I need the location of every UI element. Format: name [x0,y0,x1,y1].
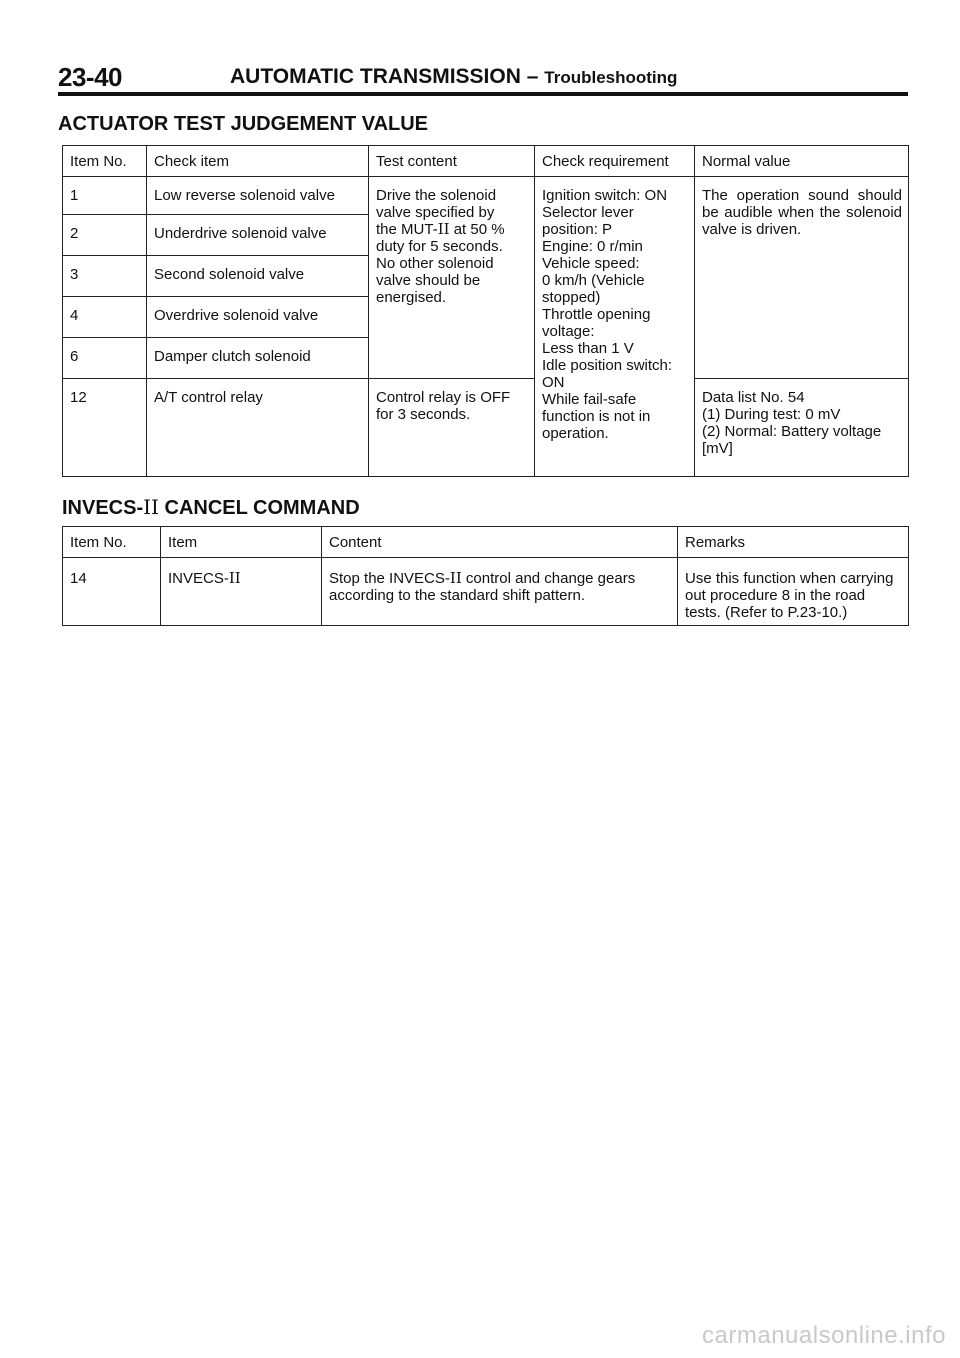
item-no-cell: 4 [63,297,147,338]
header-rule [58,92,908,96]
col-header-check-item: Check item [147,146,369,177]
table-row [63,379,909,477]
check-item-cell: Low reverse solenoid valve [147,177,369,215]
content-cell [322,558,678,626]
test-content-relay: Control relay is OFF for 3 seconds. [369,379,535,477]
check-item-cell: Overdrive solenoid valve [147,297,369,338]
col-header-content: Content [322,527,678,558]
title-separator: – [526,65,539,88]
invecs-cancel-heading [62,495,360,520]
table-row [63,177,909,215]
col-header-item: Item [161,527,322,558]
col-header-check-requirement: Check requirement [535,146,695,177]
col-header-item-no: Item No. [63,527,161,558]
content-part: Stop the INVECS- [329,570,450,587]
check-requirement-cell: Ignition switch: ON Selector lever position: P Engine: 0 r/min Vehicle speed: 0 km/h (Vehicle stopped) Throttle opening voltage: Less than 1 V Idle position switch: ON While fail-safe function is not in operation. [535,177,695,477]
invecs-header-row [63,527,909,558]
roman-numeral: II [143,495,159,519]
test-content-part: Drive the solenoid valve specified by the MUT- [376,187,497,238]
check-item-cell: Damper clutch solenoid [147,338,369,379]
content-part: control and change gears according to the standard shift pattern. [329,570,636,604]
actuator-test-table [62,145,909,477]
page-header [58,62,908,92]
normal-value-solenoids: The operation sound should be audible when the solenoid valve is driven. [695,177,909,379]
section-subtitle: Troubleshooting [544,68,678,87]
item-part: INVECS- [168,570,229,587]
col-header-test-content: Test content [369,146,535,177]
heading-part: INVECS- [62,497,144,519]
col-header-item-no: Item No. [63,146,147,177]
item-no-cell: 6 [63,338,147,379]
actuator-test-heading: ACTUATOR TEST JUDGEMENT VALUE [58,113,429,135]
roman-numeral: II [228,569,241,587]
actuator-header-row [63,146,909,177]
page-number: 23-40 [58,62,122,92]
item-no-cell: 14 [63,558,161,626]
roman-numeral: II [437,220,450,238]
table-row [63,558,909,626]
chapter-title: AUTOMATIC TRANSMISSION [230,65,521,88]
remarks-cell: Use this function when carrying out procedure 8 in the road tests. (Refer to P.23-10.) [678,558,909,626]
page-title [230,65,677,89]
roman-numeral: II [449,569,462,587]
col-header-normal-value: Normal value [695,146,909,177]
test-content-part: at 50 % duty for 5 seconds. No other solenoid valve should be energised. [376,221,505,306]
check-item-cell: Second solenoid valve [147,256,369,297]
item-cell [161,558,322,626]
item-no-cell: 3 [63,256,147,297]
check-item-cell: Underdrive solenoid valve [147,215,369,256]
check-item-cell: A/T control relay [147,379,369,477]
watermark: carmanualsonline.info [702,1322,946,1349]
invecs-cancel-table [62,526,909,626]
item-no-cell: 12 [63,379,147,477]
test-content-solenoids [369,177,535,379]
item-no-cell: 1 [63,177,147,215]
normal-value-relay: Data list No. 54 (1) During test: 0 mV (2) Normal: Battery voltage [mV] [695,379,909,477]
heading-part: CANCEL COMMAND [158,497,360,519]
col-header-remarks: Remarks [678,527,909,558]
item-no-cell: 2 [63,215,147,256]
